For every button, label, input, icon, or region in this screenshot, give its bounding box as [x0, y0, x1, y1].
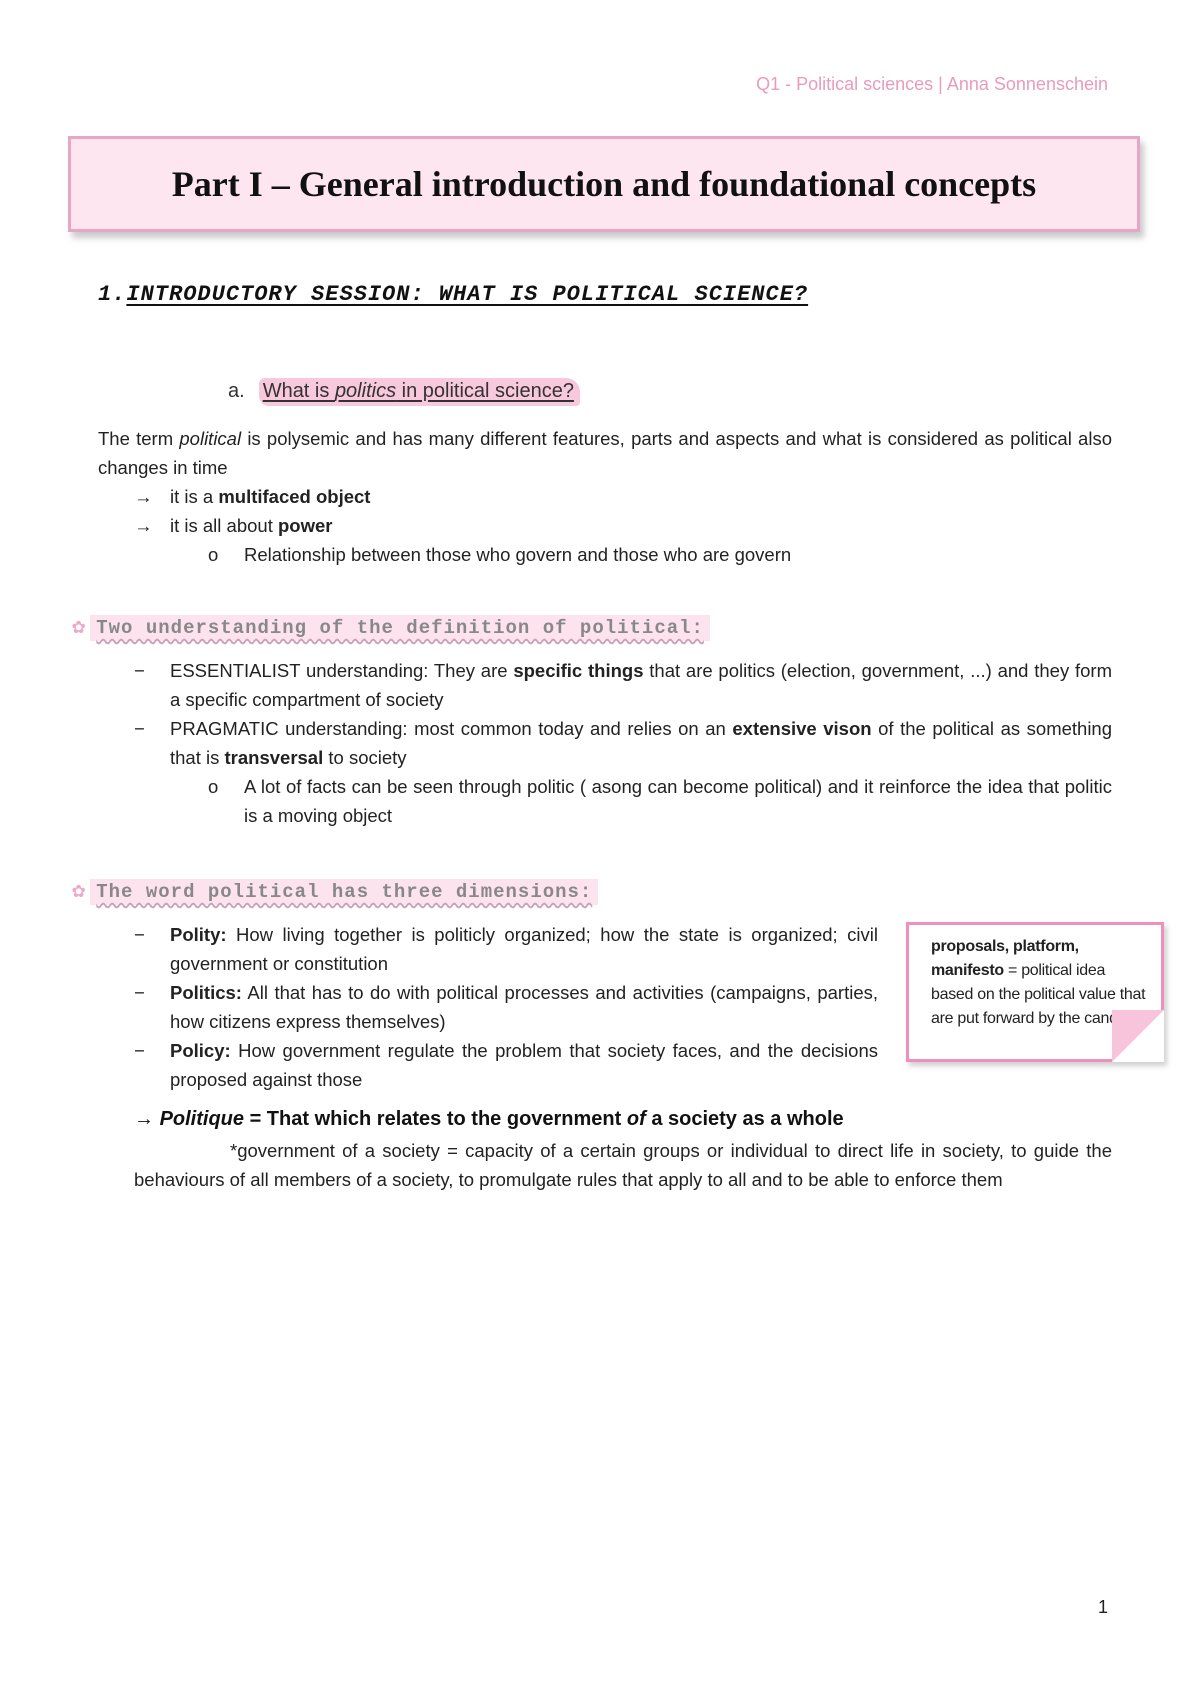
prag-mid: of the political as something that is — [170, 718, 1113, 768]
prag-pre: PRAGMATIC understanding: most common today and relies on an — [170, 718, 733, 739]
policy-desc: How government regulate the problem that society faces, and the decisions proposed against those — [170, 1040, 878, 1090]
prag-bold: extensive vison — [732, 718, 872, 739]
circle-bullet-icon: o — [208, 544, 219, 565]
intro-italic: political — [179, 428, 242, 449]
dash-bullet — [134, 656, 1112, 714]
understanding-heading — [72, 614, 710, 640]
arrow-icon: → — [134, 486, 153, 507]
part-title: Part I – General introduction and foundational concepts — [171, 164, 1037, 204]
policy-label: Policy: — [170, 1040, 231, 1061]
arrow-icon: → — [134, 1108, 154, 1130]
subsection-label: a. — [228, 380, 245, 402]
politics-label: Politics: — [170, 982, 242, 1003]
understanding-heading-text: Two understanding of the definition of political: — [90, 615, 710, 641]
dash-marker: − — [134, 718, 145, 739]
running-head: Q1 - Political sciences | Anna Sonnenschein — [756, 74, 1108, 94]
dash-marker: − — [134, 660, 145, 681]
bullet-pre: it is all about — [170, 515, 278, 536]
politics-desc: All that has to do with political processes and activities (campaigns, parties, how citizens express themselves) — [170, 982, 878, 1032]
section-heading — [98, 282, 808, 307]
ess-pre: ESSENTIALIST understanding: They are — [170, 660, 514, 681]
subsection-text-before: What is — [262, 380, 335, 402]
bullet-bold: multifaced object — [218, 486, 371, 507]
polity-desc: How living together is politicly organized; how the state is organized; civil government or constitution — [170, 924, 878, 974]
sticky-note — [906, 922, 1164, 1062]
dash-marker: − — [134, 982, 145, 1003]
dash-marker: − — [134, 1040, 145, 1061]
dimensions-heading — [72, 878, 598, 904]
sticky-note-bold: proposals, platform, manifesto — [931, 938, 1079, 979]
bullet-pre: it is a — [170, 486, 219, 507]
star-icon: ✿ — [72, 615, 87, 640]
politique-text1: = That which relates to the government — [244, 1108, 627, 1130]
part-title-box — [68, 136, 1140, 232]
intro-paragraph — [98, 424, 1112, 482]
subsection-text-italic: politics — [334, 380, 397, 402]
pragmatic-text — [170, 714, 1112, 772]
prag-post: to society — [323, 747, 407, 768]
page-number: 1 — [1097, 1597, 1108, 1617]
government-note-text: *government of a society = capacity of a certain groups or individual to direct life in society, to guide the behaviours of all members of a society, to promulgate rules that apply to all and to be able to enforce them — [134, 1140, 1112, 1190]
page-fold-icon — [1112, 1010, 1164, 1062]
politique-italic: Politique — [159, 1108, 245, 1130]
polity-label: Polity: — [170, 924, 227, 945]
subsection-heading — [228, 380, 580, 403]
intro-text-rest: is polysemic and has many different features, parts and aspects and what is considered as political also changes in time — [98, 428, 1112, 478]
bullet-text — [170, 511, 332, 540]
subsection-title — [259, 378, 580, 406]
star-icon: ✿ — [72, 879, 87, 904]
politique-definition — [134, 1108, 844, 1131]
arrow-icon: → — [134, 515, 153, 536]
sticky-note-text: = political idea based on the political value that are put forward by the candidate — [931, 962, 1151, 1027]
sub-bullet-text: Relationship between those who govern and those who are govern — [244, 544, 792, 565]
ess-post: that are politics (election, government, ...) and they form a specific compartment of society — [170, 660, 1112, 710]
bullet-bold: power — [277, 515, 333, 536]
dash-bullet — [134, 714, 1112, 772]
dash-bullet — [134, 1036, 878, 1094]
politique-italic2: of — [626, 1108, 646, 1130]
pragmatic-sub-text: A lot of facts can be seen through politic ( asong can become political) and it reinforce the idea that politic is a moving object — [244, 776, 1112, 826]
prag-bold2: transversal — [224, 747, 324, 768]
dash-marker: − — [134, 924, 145, 945]
sub-bullet — [208, 772, 1112, 830]
circle-bullet-icon: o — [208, 776, 219, 797]
government-note — [134, 1136, 1112, 1194]
subsection-text-after: in political science? — [396, 380, 574, 402]
section-number: 1. — [98, 282, 127, 307]
essentialist-text — [170, 656, 1112, 714]
bullet-text — [170, 482, 370, 511]
politique-text2: a society as a whole — [645, 1108, 844, 1130]
dimensions-heading-text: The word political has three dimensions: — [90, 879, 598, 905]
dash-bullet — [134, 978, 878, 1036]
politics-text — [170, 978, 878, 1036]
section-title: INTRODUCTORY SESSION: WHAT IS POLITICAL SCIENCE? — [126, 282, 809, 307]
policy-text — [170, 1036, 878, 1094]
dash-bullet — [134, 920, 878, 978]
polity-text — [170, 920, 878, 978]
ess-bold: specific things — [513, 660, 644, 681]
intro-text: The term — [98, 428, 180, 449]
